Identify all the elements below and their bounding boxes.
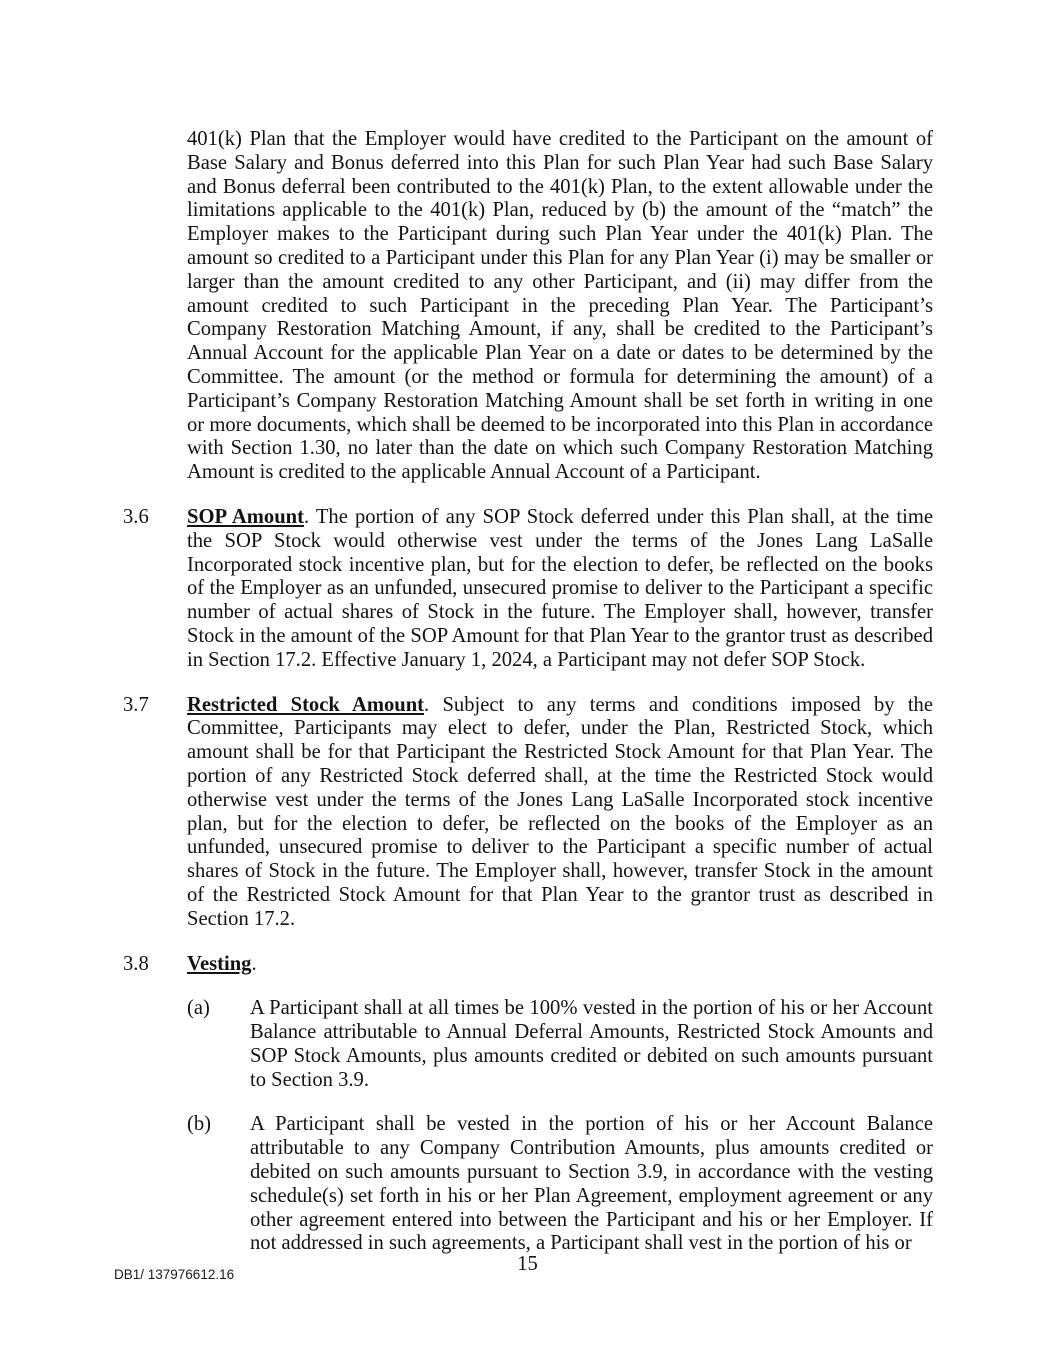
subsection-text: A Participant shall at all times be 100% vested in the portion of his or her Account Balance attributable to Annual Deferral Amounts, Restricted Stock Amounts and SOP Stock Amounts, plus amounts credited or debited on such amounts pursuant to Section 3.9. (250, 997, 933, 1091)
subsection-label: (a) (187, 997, 210, 1020)
section-body-text: . (251, 952, 257, 975)
section-heading: Restricted Stock Amount (187, 693, 425, 716)
document-id: DB1/ 137976612.16 (114, 1267, 235, 1282)
section-heading: Vesting (187, 952, 252, 975)
section-paragraph (187, 506, 933, 673)
section-paragraph (187, 694, 933, 932)
page-number: 15 (517, 1253, 538, 1275)
subsection-a (187, 997, 933, 1092)
section-3-8 (123, 953, 933, 977)
section-3-7 (123, 694, 933, 932)
subsection-label: (b) (187, 1113, 212, 1136)
section-heading: SOP Amount (187, 505, 304, 528)
subsection-b (187, 1113, 933, 1256)
section-body-text: . The portion of any SOP Stock deferred under this Plan shall, at the time the SOP Stock would otherwise vest under the terms of the Jones Lang LaSalle Incorporated stock incentive plan, but for the election to defer, be reflected on the books of the Employer as an unfunded, unsecured promise to deliver to the Participant a specific number of actual shares of Stock in the future. The Employer shall, however, transfer Stock in the amount of the SOP Amount for that Plan Year to the grantor trust as described in Section 17.2. Effective January 1, 2024, a Participant may not defer SOP Stock. (187, 505, 933, 671)
section-paragraph (187, 953, 933, 977)
subsection-text: A Participant shall be vested in the portion of his or her Account Balance attributable to any Company Contribution Amounts, plus amounts credited or debited on such amounts pursuant to Section 3.9, in accordance with the vesting schedule(s) set forth in his or her Plan Agreement, employment agreement or any other agreement entered into between the Participant and his or her Employer. If not addressed in such agreements, a Participant shall vest in the portion of his or (250, 1113, 933, 1255)
section-3-6 (123, 506, 933, 673)
section-body-text: . Subject to any terms and conditions imposed by the Committee, Participants may elect to defer, under the Plan, Restricted Stock, which amount shall be for that Participant the Restricted Stock Amount for that Plan Year. The portion of any Restricted Stock deferred shall, at the time the Restricted Stock would otherwise vest under the terms of the Jones Lang LaSalle Incorporated stock incentive plan, but for the election to defer, be reflected on the books of the Employer as an unfunded, unsecured promise to deliver to the Participant a specific number of actual shares of Stock in the future. The Employer shall, however, transfer Stock in the amount of the Restricted Stock Amount for that Plan Year to the grantor trust as described in Section 17.2. (187, 693, 933, 930)
section-number: 3.8 (123, 952, 149, 975)
section-number: 3.6 (123, 505, 149, 528)
section-number: 3.7 (123, 693, 149, 716)
page-footer (0, 1253, 1055, 1293)
continuation-paragraph: 401(k) Plan that the Employer would have credited to the Participant on the amount of Base Salary and Bonus deferred into this Plan for such Plan Year had such Base Salary and Bonus deferral been contributed to the 401(k) Plan, to the extent allowable under the limitations applicable to the 401(k) Plan, reduced by (b) the amount of the “match” the Employer makes to the Participant during such Plan Year under the 401(k) Plan. The amount so credited to a Participant under this Plan for any Plan Year (i) may be smaller or larger than the amount credited to any other Participant, and (ii) may differ from the amount credited to such Participant in the preceding Plan Year. The Participant’s Company Restoration Matching Amount, if any, shall be credited to the Participant’s Annual Account for the applicable Plan Year on a date or dates to be determined by the Committee. The amount (or the method or formula for determining the amount) of a Participant’s Company Restoration Matching Amount shall be set forth in writing in one or more documents, which shall be deemed to be incorporated into this Plan in accordance with Section 1.30, no later than the date on which such Company Restoration Matching Amount is credited to the applicable Annual Account of a Participant. (187, 128, 933, 484)
